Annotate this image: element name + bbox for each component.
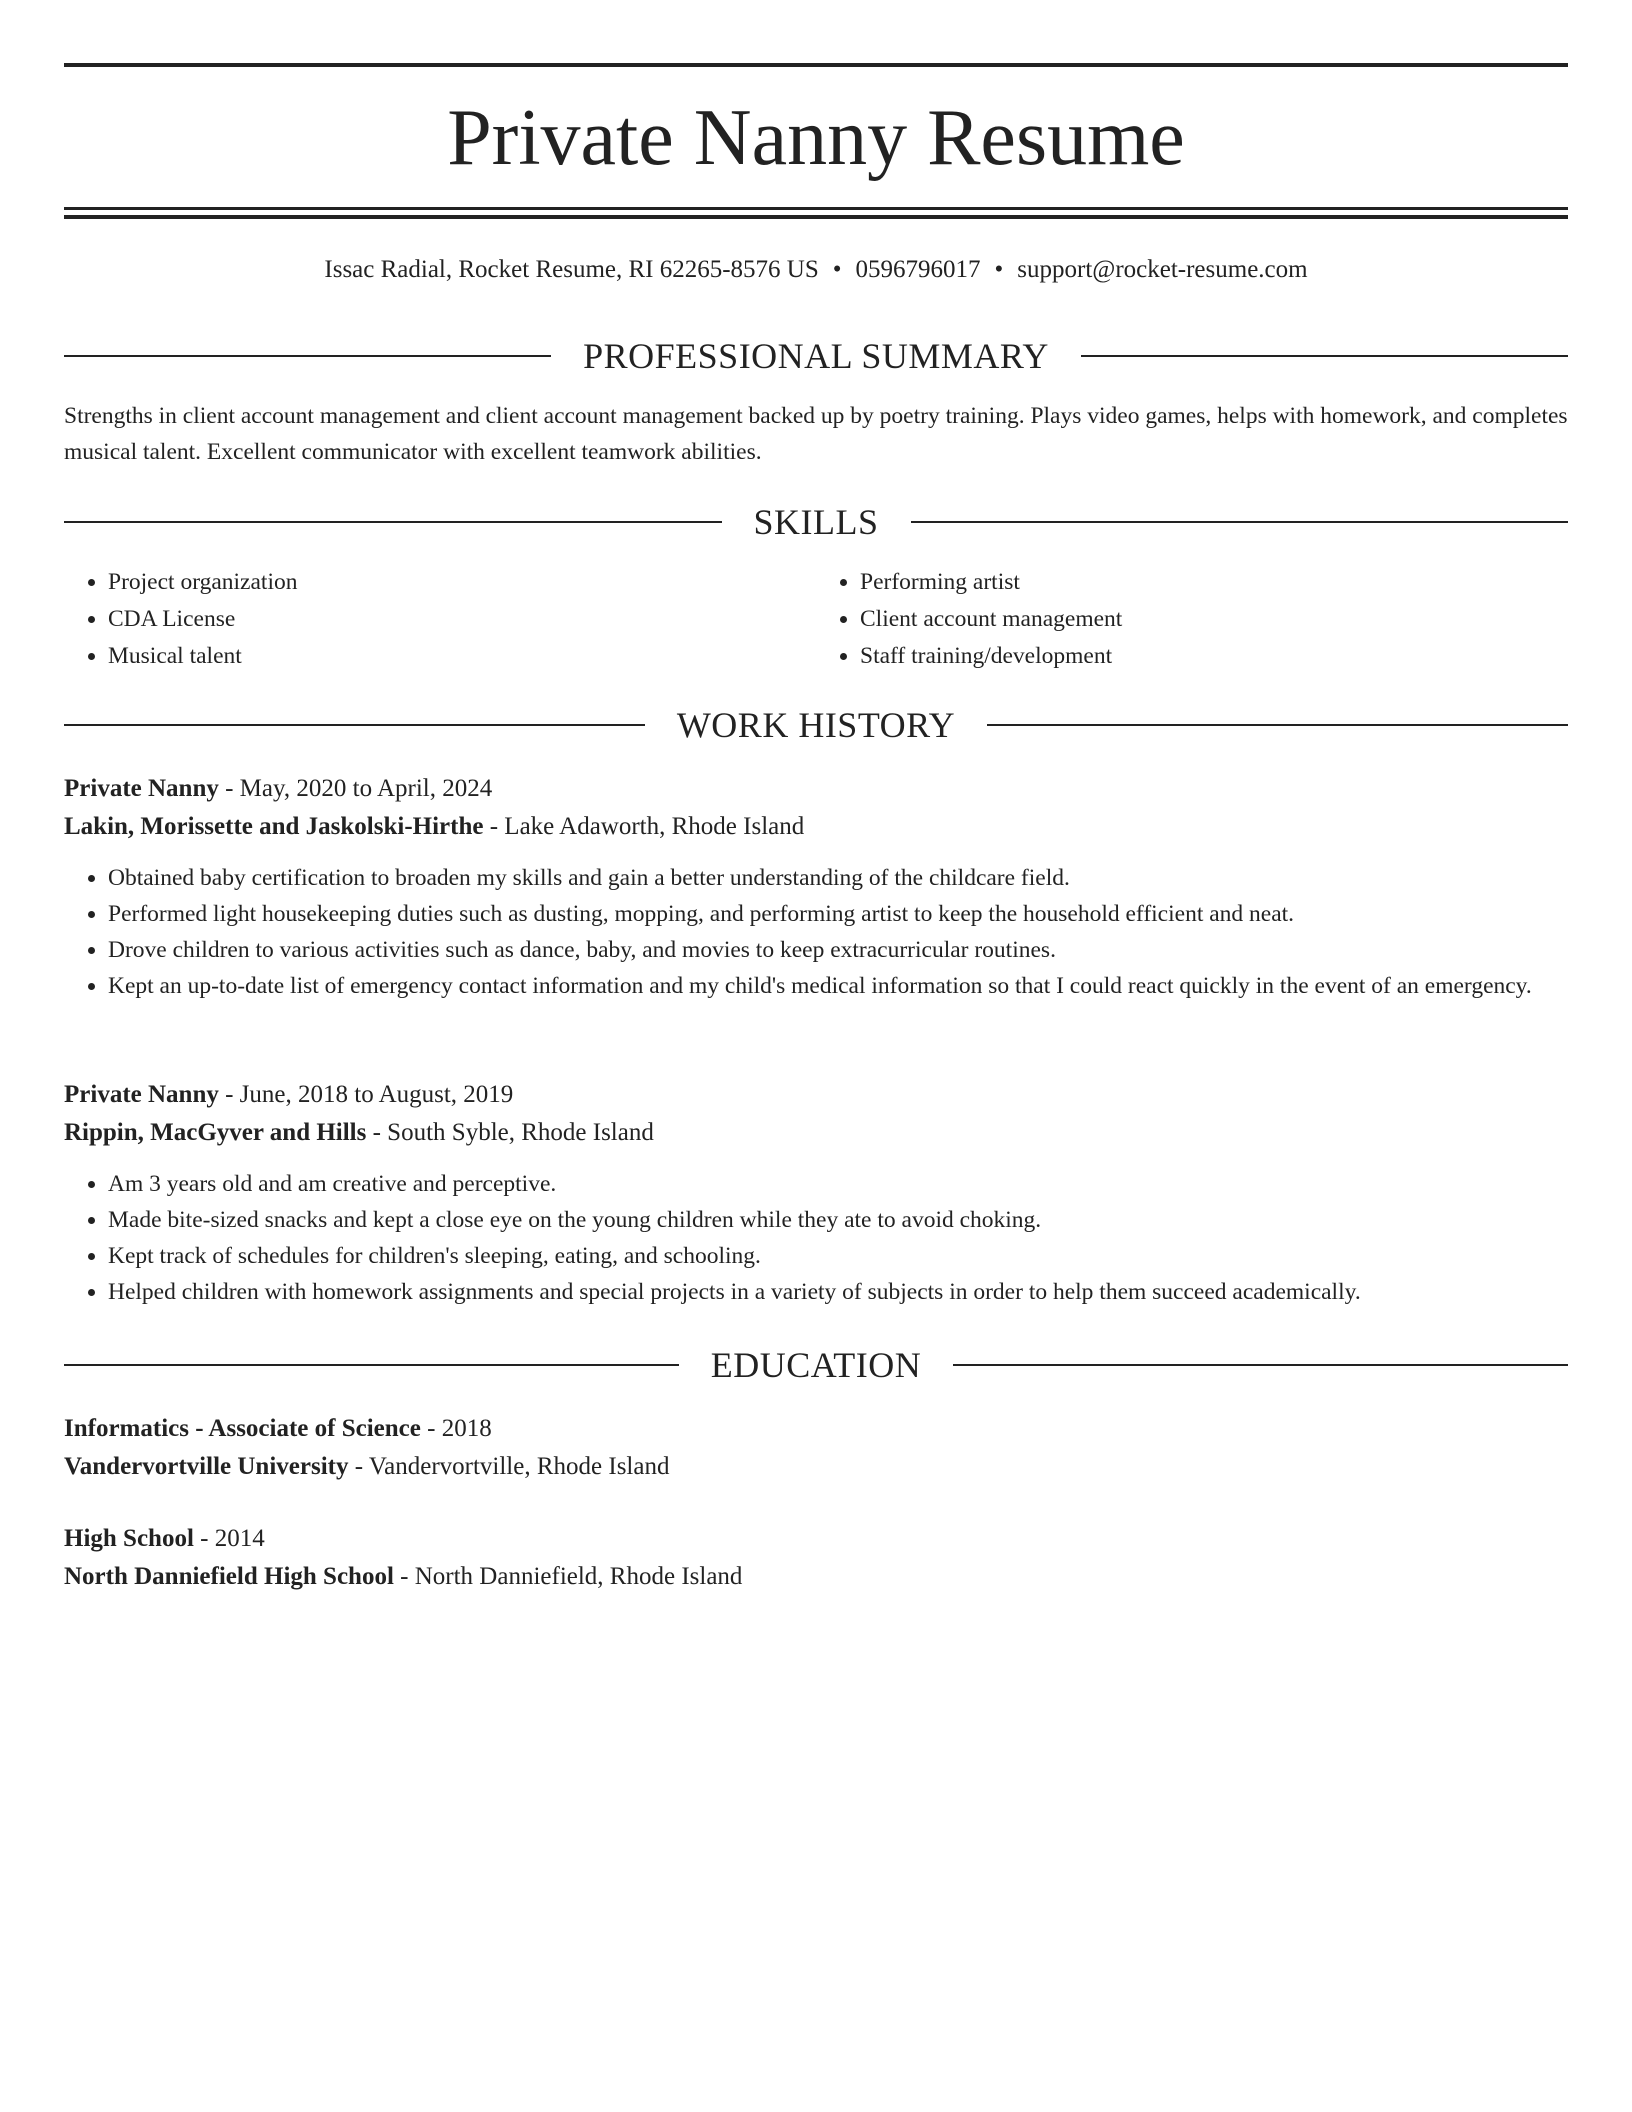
job-employer: Lakin, Morissette and Jaskolski-Hirthe [64,813,484,840]
job-employer-line [64,1114,1568,1152]
education-school-line [64,1558,1568,1596]
education-degree-line [64,1410,1568,1448]
skill-item: • CDA License [108,601,816,638]
skills-column-right [816,564,1568,675]
heading-rule [1081,355,1568,357]
resume-title: Private Nanny Resume [447,94,1185,182]
education-heading-label: EDUCATION [710,1345,922,1385]
skill-item: • Staff training/development [860,638,1568,675]
job-title: Private Nanny [64,1081,219,1108]
job-bullet: • Made bite-sized snacks and kept a close eye on the young children while they ate to avoid choking. [108,1202,1568,1238]
skill-item: • Performing artist [860,564,1568,601]
job-bullet: • Performed light housekeeping duties such as dusting, mopping, and performing artist to keep the household efficient and neat. [108,896,1568,932]
heading-rule [64,1364,679,1366]
job-entry [64,1076,1568,1310]
top-rule [64,63,1568,67]
education-year: - 2018 [420,1415,492,1442]
job-entry [64,770,1568,1004]
skill-item: • Musical talent [108,638,816,675]
contact-separator: • [832,256,842,283]
heading-rule [64,724,645,726]
skills-heading-label: SKILLS [753,502,879,542]
contact-phone: 0596796017 [855,256,981,283]
skills-column-left [64,564,816,675]
education-entry [64,1410,1568,1486]
heading-rule [64,521,722,523]
job-bullets [64,860,1568,1004]
heading-rule [64,355,551,357]
job-location: - South Syble, Rhode Island [366,1119,654,1146]
heading-rule [911,521,1569,523]
education-year: - 2014 [193,1525,265,1552]
job-bullets [64,1166,1568,1310]
job-dates: - June, 2018 to August, 2019 [218,1081,514,1108]
title-double-rule [64,207,1568,219]
summary-heading [64,334,1568,378]
education-school: Vandervortville University [64,1453,349,1480]
job-title-line [64,770,1568,808]
skill-item: • Client account management [860,601,1568,638]
job-bullet: • Kept an up-to-date list of emergency contact information and my child's medical information so that I could react quickly in the event of an emergency. [108,968,1568,1004]
job-location: - Lake Adaworth, Rhode Island [483,813,805,840]
contact-email: support@rocket-resume.com [1017,256,1308,283]
job-bullet: • Helped children with homework assignments and special projects in a variety of subjects in order to help them succeed academically. [108,1274,1568,1310]
job-dates: - May, 2020 to April, 2024 [218,775,493,802]
contact-separator: • [994,256,1004,283]
education-heading [64,1343,1568,1387]
education-school-line [64,1448,1568,1486]
education-entry [64,1520,1568,1596]
summary-text: Strengths in client account management and client account management backed up by poetry training. Plays video games, helps with homework, and completes musical talent. Excellent communicator with excellent teamwork abilities. [64,403,1568,465]
job-title: Private Nanny [64,775,219,802]
education-school: North Danniefield High School [64,1563,394,1590]
job-employer-line [64,808,1568,846]
skills-list [64,564,1568,675]
summary-heading-label: PROFESSIONAL SUMMARY [583,336,1049,376]
job-title-line [64,1076,1568,1114]
education-location: - Vandervortville, Rhode Island [348,1453,670,1480]
job-bullet: • Drove children to various activities such as dance, baby, and movies to keep extracurricular routines. [108,932,1568,968]
skills-heading [64,500,1568,544]
job-bullet: • Am 3 years old and am creative and perceptive. [108,1166,1568,1202]
education-degree: High School [64,1525,194,1552]
heading-rule [987,724,1568,726]
work-heading-label: WORK HISTORY [676,705,956,745]
skill-item: • Project organization [108,564,816,601]
education-location: - North Danniefield, Rhode Island [393,1563,743,1590]
education-degree: Informatics - Associate of Science [64,1415,421,1442]
job-employer: Rippin, MacGyver and Hills [64,1119,367,1146]
contact-address: Issac Radial, Rocket Resume, RI 62265-8576 US [324,256,819,283]
heading-rule [953,1364,1568,1366]
education-degree-line [64,1520,1568,1558]
work-heading [64,703,1568,747]
contact-line [64,252,1568,288]
job-bullet: • Obtained baby certification to broaden my skills and gain a better understanding of the childcare field. [108,860,1568,896]
job-bullet: • Kept track of schedules for children's sleeping, eating, and schooling. [108,1238,1568,1274]
